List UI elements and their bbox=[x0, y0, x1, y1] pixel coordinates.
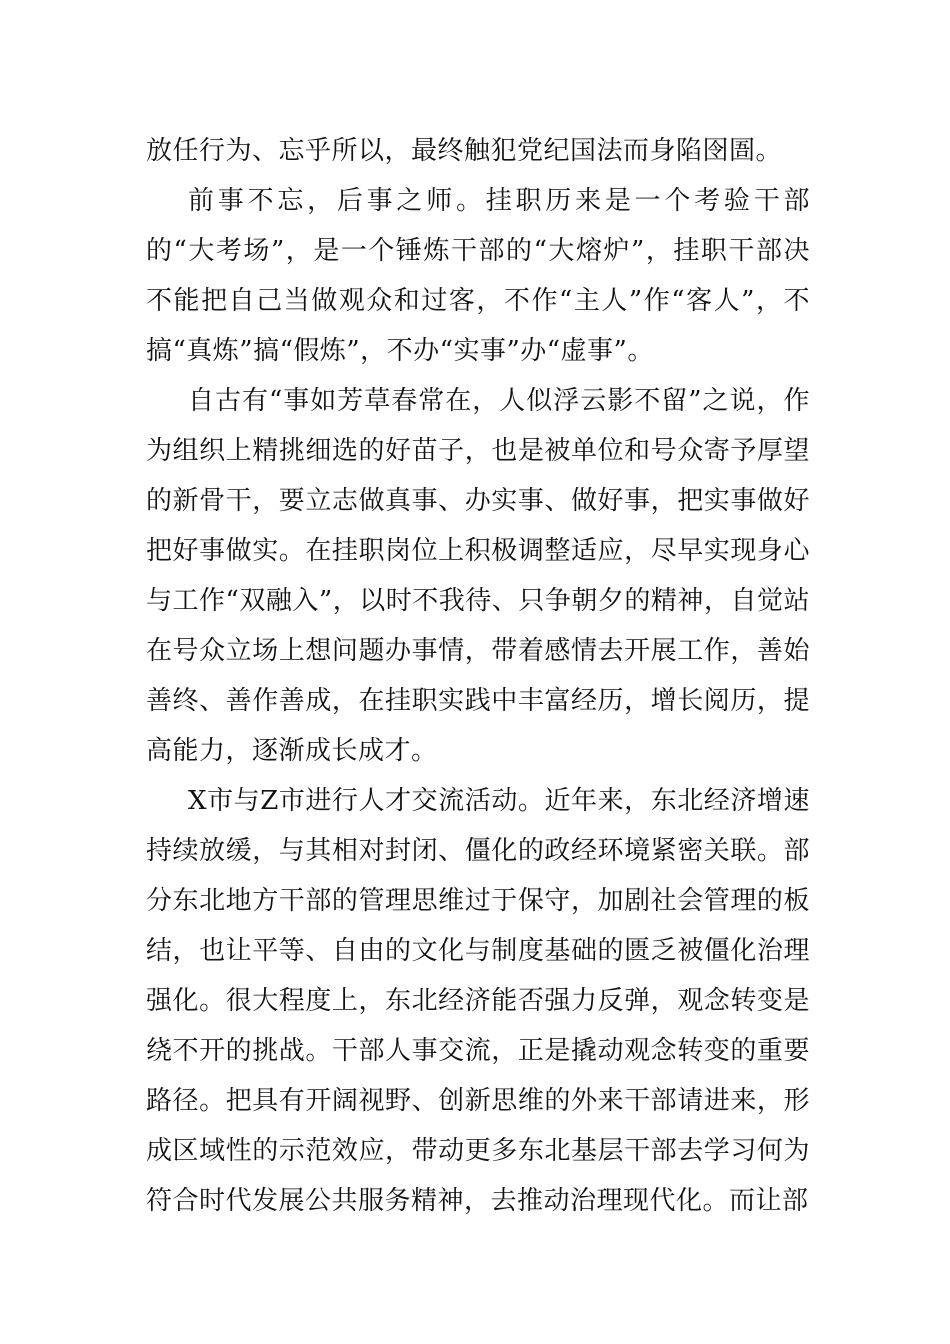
paragraph-continuation: 放任行为、忘乎所以，最终触犯党纪国法而身陷囹圄。 bbox=[146, 136, 783, 166]
paragraph-aspiration: 自古有“事如芳草春常在，人似浮云影不留”之说，作为组织上精挑细选的好苗子，也是被单位和号众寄予厚望的新骨干，要立志做真事、办实事、做好事，把实事做好把好事做实。在挂职岗位上积极调整适应，尽早实现身心与工作“双融入”，以时不我待、只争朝夕的精神，自觉站在号众立场上想问题办事情，带着感情去开展工作，善始善终、善作善成，在挂职实践中丰富经历，增长阅历，提高能力，逐渐成长成才。 bbox=[146, 386, 810, 766]
document-body bbox=[146, 126, 810, 1226]
paragraph-lesson: 前事不忘，后事之师。挂职历来是一个考验干部的“大考场”，是一个锤炼干部的“大熔炉”，挂职干部决不能把自己当做观众和过客，不作“主人”作“客人”，不搞“真炼”搞“假炼”，不办“实事”办“虚事”。 bbox=[146, 186, 810, 366]
paragraph-exchange: X市与Z市进行人才交流活动。近年来，东北经济增速持续放缓，与其相对封闭、僵化的政经环境紧密关联。部分东北地方干部的管理思维过于保守，加剧社会管理的板结，也让平等、自由的文化与制度基础的匮乏被僵化治理强化。很大程度上，东北经济能否强力反弹，观念转变是绕不开的挑战。干部人事交流，正是撬动观念转变的重要路径。把具有开阔视野、创新思维的外来干部请进来，形成区域性的示范效应，带动更多东北基层干部去学习何为符合时代发展公共服务精神，去推动治理现代化。而让部 bbox=[146, 786, 810, 1216]
